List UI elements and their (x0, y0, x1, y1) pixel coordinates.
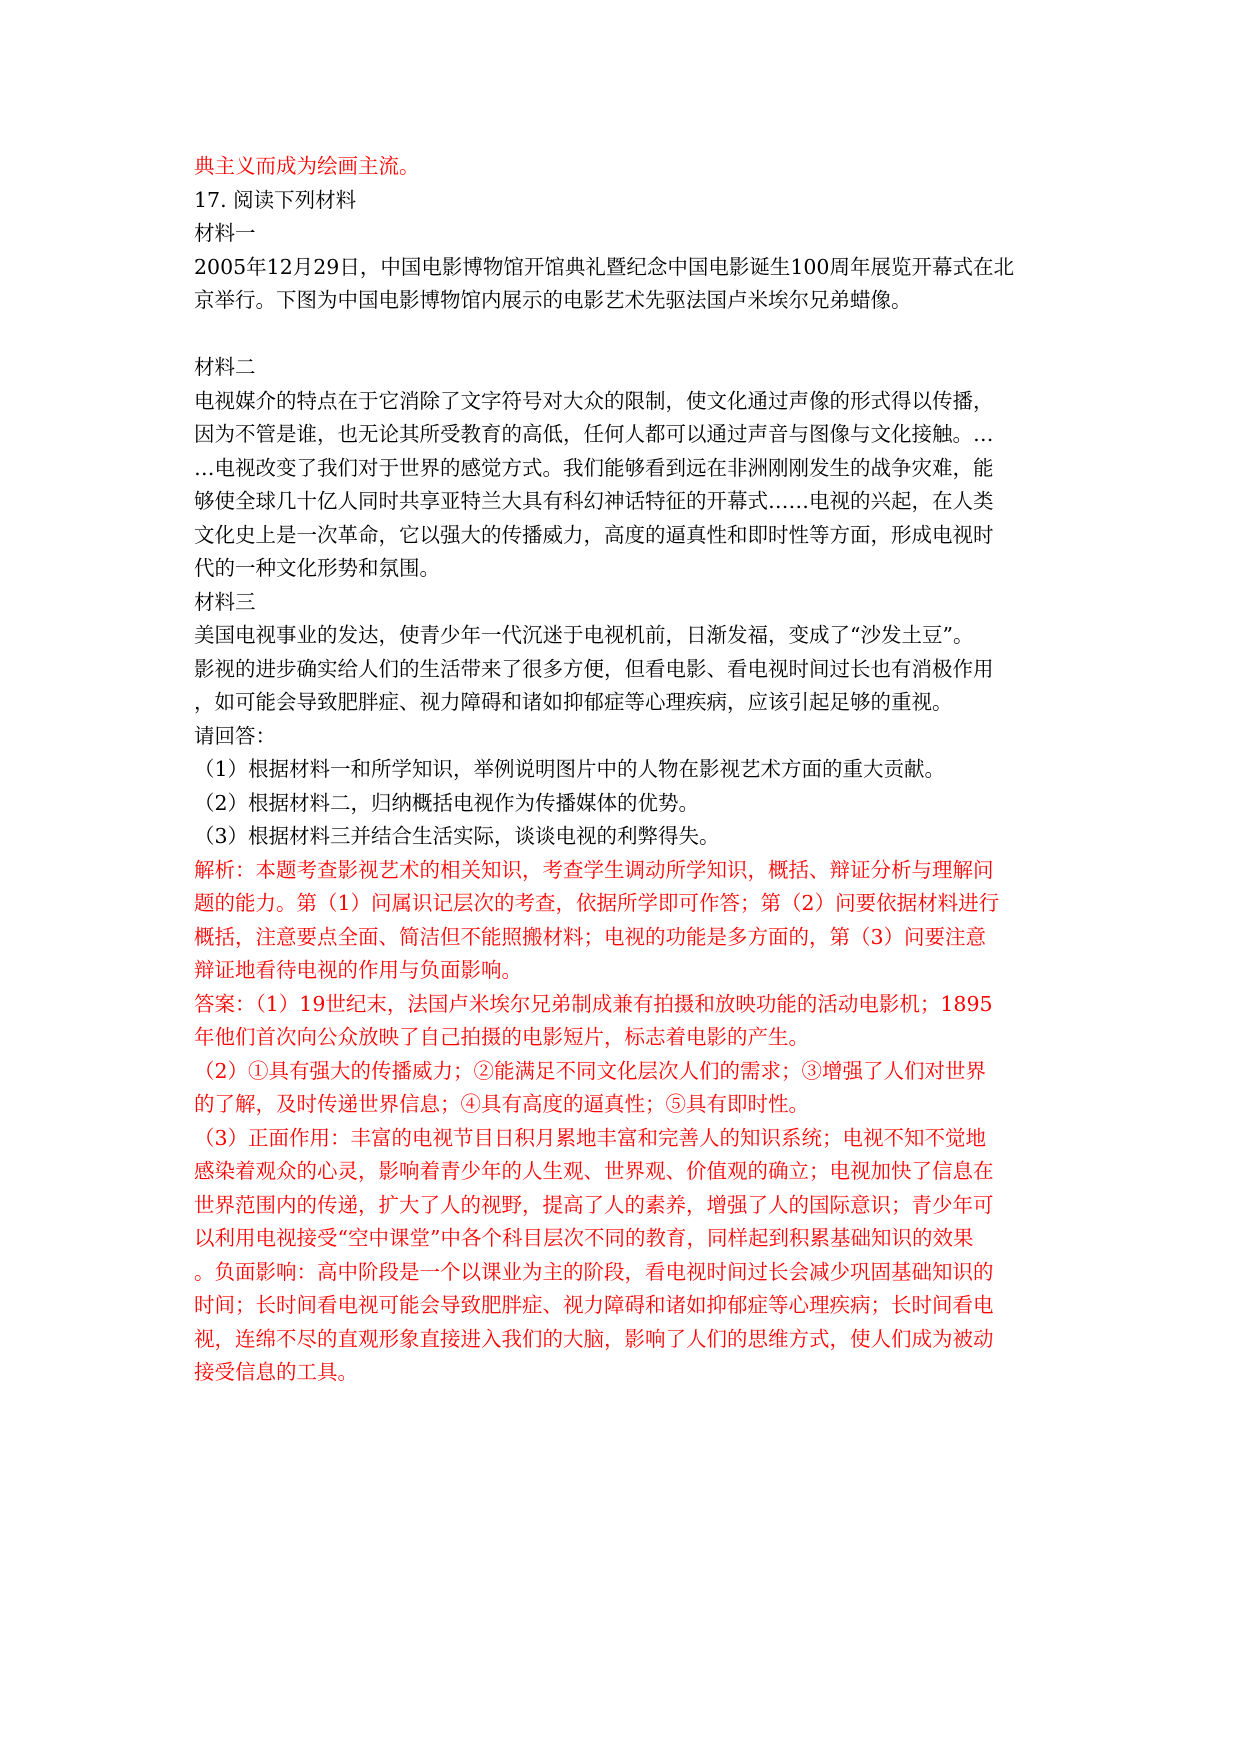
answer-line: 。负面影响：高中阶段是一个以课业为主的阶段，看电视时间过长会减少巩固基础知识的 (194, 1259, 994, 1284)
sub-question-1: （1）根据材料一和所学知识，举例说明图片中的人物在影视艺术方面的重大贡献。 (194, 757, 946, 781)
material-2-heading: 材料二 (194, 355, 256, 379)
text-line: 电视媒介的特点在于它消除了文字符号对大众的限制，使文化通过声像的形式得以传播， (194, 388, 994, 413)
answer-line: （3）正面作用：丰富的电视节目日积月累地丰富和完善人的知识系统；电视不知不觉地 (194, 1125, 987, 1150)
text-line: ，如可能会导致肥胖症、视力障碍和诸如抑郁症等心理疾病，应该引起足够的重视。 (194, 690, 953, 714)
answer-line: 以利用电视接受“空中课堂”中各个科目层次不同的教育，同样起到积累基础知识的效果 (194, 1226, 974, 1250)
text-line: 2005年12月29日，中国电影博物馆开馆典礼暨纪念中国电影诞生100周年展览开幕式在北 (194, 254, 1014, 279)
sub-question-2: （2）根据材料二，归纳概括电视作为传播媒体的优势。 (194, 790, 700, 815)
answer-line: 的了解，及时传递世界信息；④具有高度的逼真性；⑤具有即时性。 (194, 1092, 809, 1116)
text-line: 因为不管是谁，也无论其所受教育的高低，任何人都可以通过声音与图像与文化接触。… (194, 422, 994, 446)
text-line: 美国电视事业的发达，使青少年一代沉迷于电视机前，日渐发福，变成了“沙发土豆”。 (194, 623, 974, 647)
prompt-heading: 请回答： (194, 723, 276, 748)
material-1-heading: 材料一 (194, 221, 256, 245)
blank-line (194, 318, 1054, 352)
analysis-line: 题的能力。第（1）问属识记层次的考查，依据所学即可作答；第（2）问要依据材料进行 (194, 891, 1000, 915)
sub-question-3: （3）根据材料三并结合生活实际，谈谈电视的利弊得失。 (194, 824, 720, 848)
text-line: 文化史上是一次革命，它以强大的传播威力，高度的逼真性和即时性等方面，形成电视时 (194, 522, 994, 547)
answer-line: 时间；长时间看电视可能会导致肥胖症、视力障碍和诸如抑郁症等心理疾病；长时间看电 (194, 1293, 994, 1317)
analysis-line: 解析：本题考查影视艺术的相关知识，考查学生调动所学知识，概括、辩证分析与理解问 (194, 857, 994, 882)
document-page (194, 150, 1054, 1390)
text-line: 影视的进步确实给人们的生活带来了很多方便，但看电影、看电视时间过长也有消极作用 (194, 656, 994, 681)
text-line: 京举行。下图为中国电影博物馆内展示的电影艺术先驱法国卢米埃尔兄弟蜡像。 (194, 288, 912, 312)
answer-line: 世界范围内的传递，扩大了人的视野，提高了人的素养，增强了人的国际意识；青少年可 (194, 1192, 994, 1217)
material-3-heading: 材料三 (194, 589, 256, 614)
answer-line: 接受信息的工具。 (194, 1360, 358, 1384)
answer-line: 视，连绵不尽的直观形象直接进入我们的大脑，影响了人们的思维方式，使人们成为被动 (194, 1326, 994, 1351)
text-line: 典主义而成为绘画主流。 (194, 154, 420, 178)
analysis-line: 辩证地看待电视的作用与负面影响。 (194, 958, 522, 982)
text-line: 代的一种文化形势和氛围。 (194, 556, 440, 580)
text-line: …电视改变了我们对于世界的感觉方式。我们能够看到远在非洲刚刚发生的战争灾难，能 (194, 455, 994, 480)
answer-line: 答案：（1）19世纪末，法国卢米埃尔兄弟制成兼有拍摄和放映功能的活动电影机；1895 (194, 991, 993, 1016)
answer-line: 年他们首次向公众放映了自己拍摄的电影短片，标志着电影的产生。 (194, 1025, 809, 1049)
analysis-line: 概括，注意要点全面、简洁但不能照搬材料；电视的功能是多方面的，第（3）问要注意 (194, 924, 987, 949)
answer-line: 感染着观众的心灵，影响着青少年的人生观、世界观、价值观的确立；电视加快了信息在 (194, 1159, 994, 1183)
question-heading: 17. 阅读下列材料 (194, 187, 357, 212)
answer-line: （2）①具有强大的传播威力；②能满足不同文化层次人们的需求；③增强了人们对世界 (194, 1058, 987, 1083)
text-line: 够使全球几十亿人同时共享亚特兰大具有科幻神话特征的开幕式……电视的兴起，在人类 (194, 489, 994, 513)
